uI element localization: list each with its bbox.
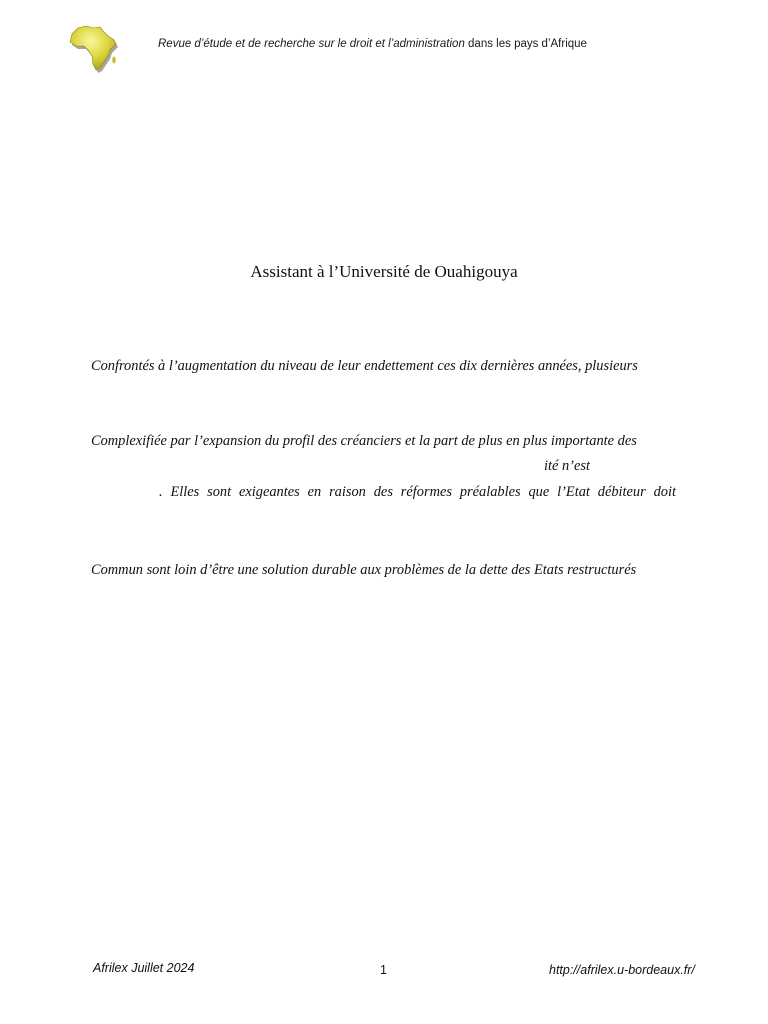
text-line-5: Commun sont loin d’être une solution durable aux problèmes de la dette des Etats restructurés xyxy=(91,562,637,578)
page-number: 1 xyxy=(380,963,387,977)
footer-url: http://afrilex.u-bordeaux.fr/ xyxy=(549,963,695,977)
text-line-4: . Elles sont exigeantes en raison des réformes préalables que l’Etat débiteur doit xyxy=(159,484,676,500)
journal-name-regular: dans les pays d’Afrique xyxy=(464,38,587,50)
africa-continent-icon xyxy=(64,20,122,74)
journal-name-italic: Revue d’étude et de recherche sur le droit et l’administration xyxy=(158,38,465,50)
document-title: Assistant à l’Université de Ouahigouya xyxy=(250,262,518,281)
footer-publication: Afrilex Juillet 2024 xyxy=(93,961,195,975)
text-line-1: Confrontés à l’augmentation du niveau de leur endettement ces dix dernières années, plusieurs xyxy=(91,358,638,374)
text-line-3: ité n’est xyxy=(544,458,590,474)
journal-header xyxy=(158,38,587,50)
text-line-2: Complexifiée par l’expansion du profil des créanciers et la part de plus en plus importante des xyxy=(91,433,637,449)
